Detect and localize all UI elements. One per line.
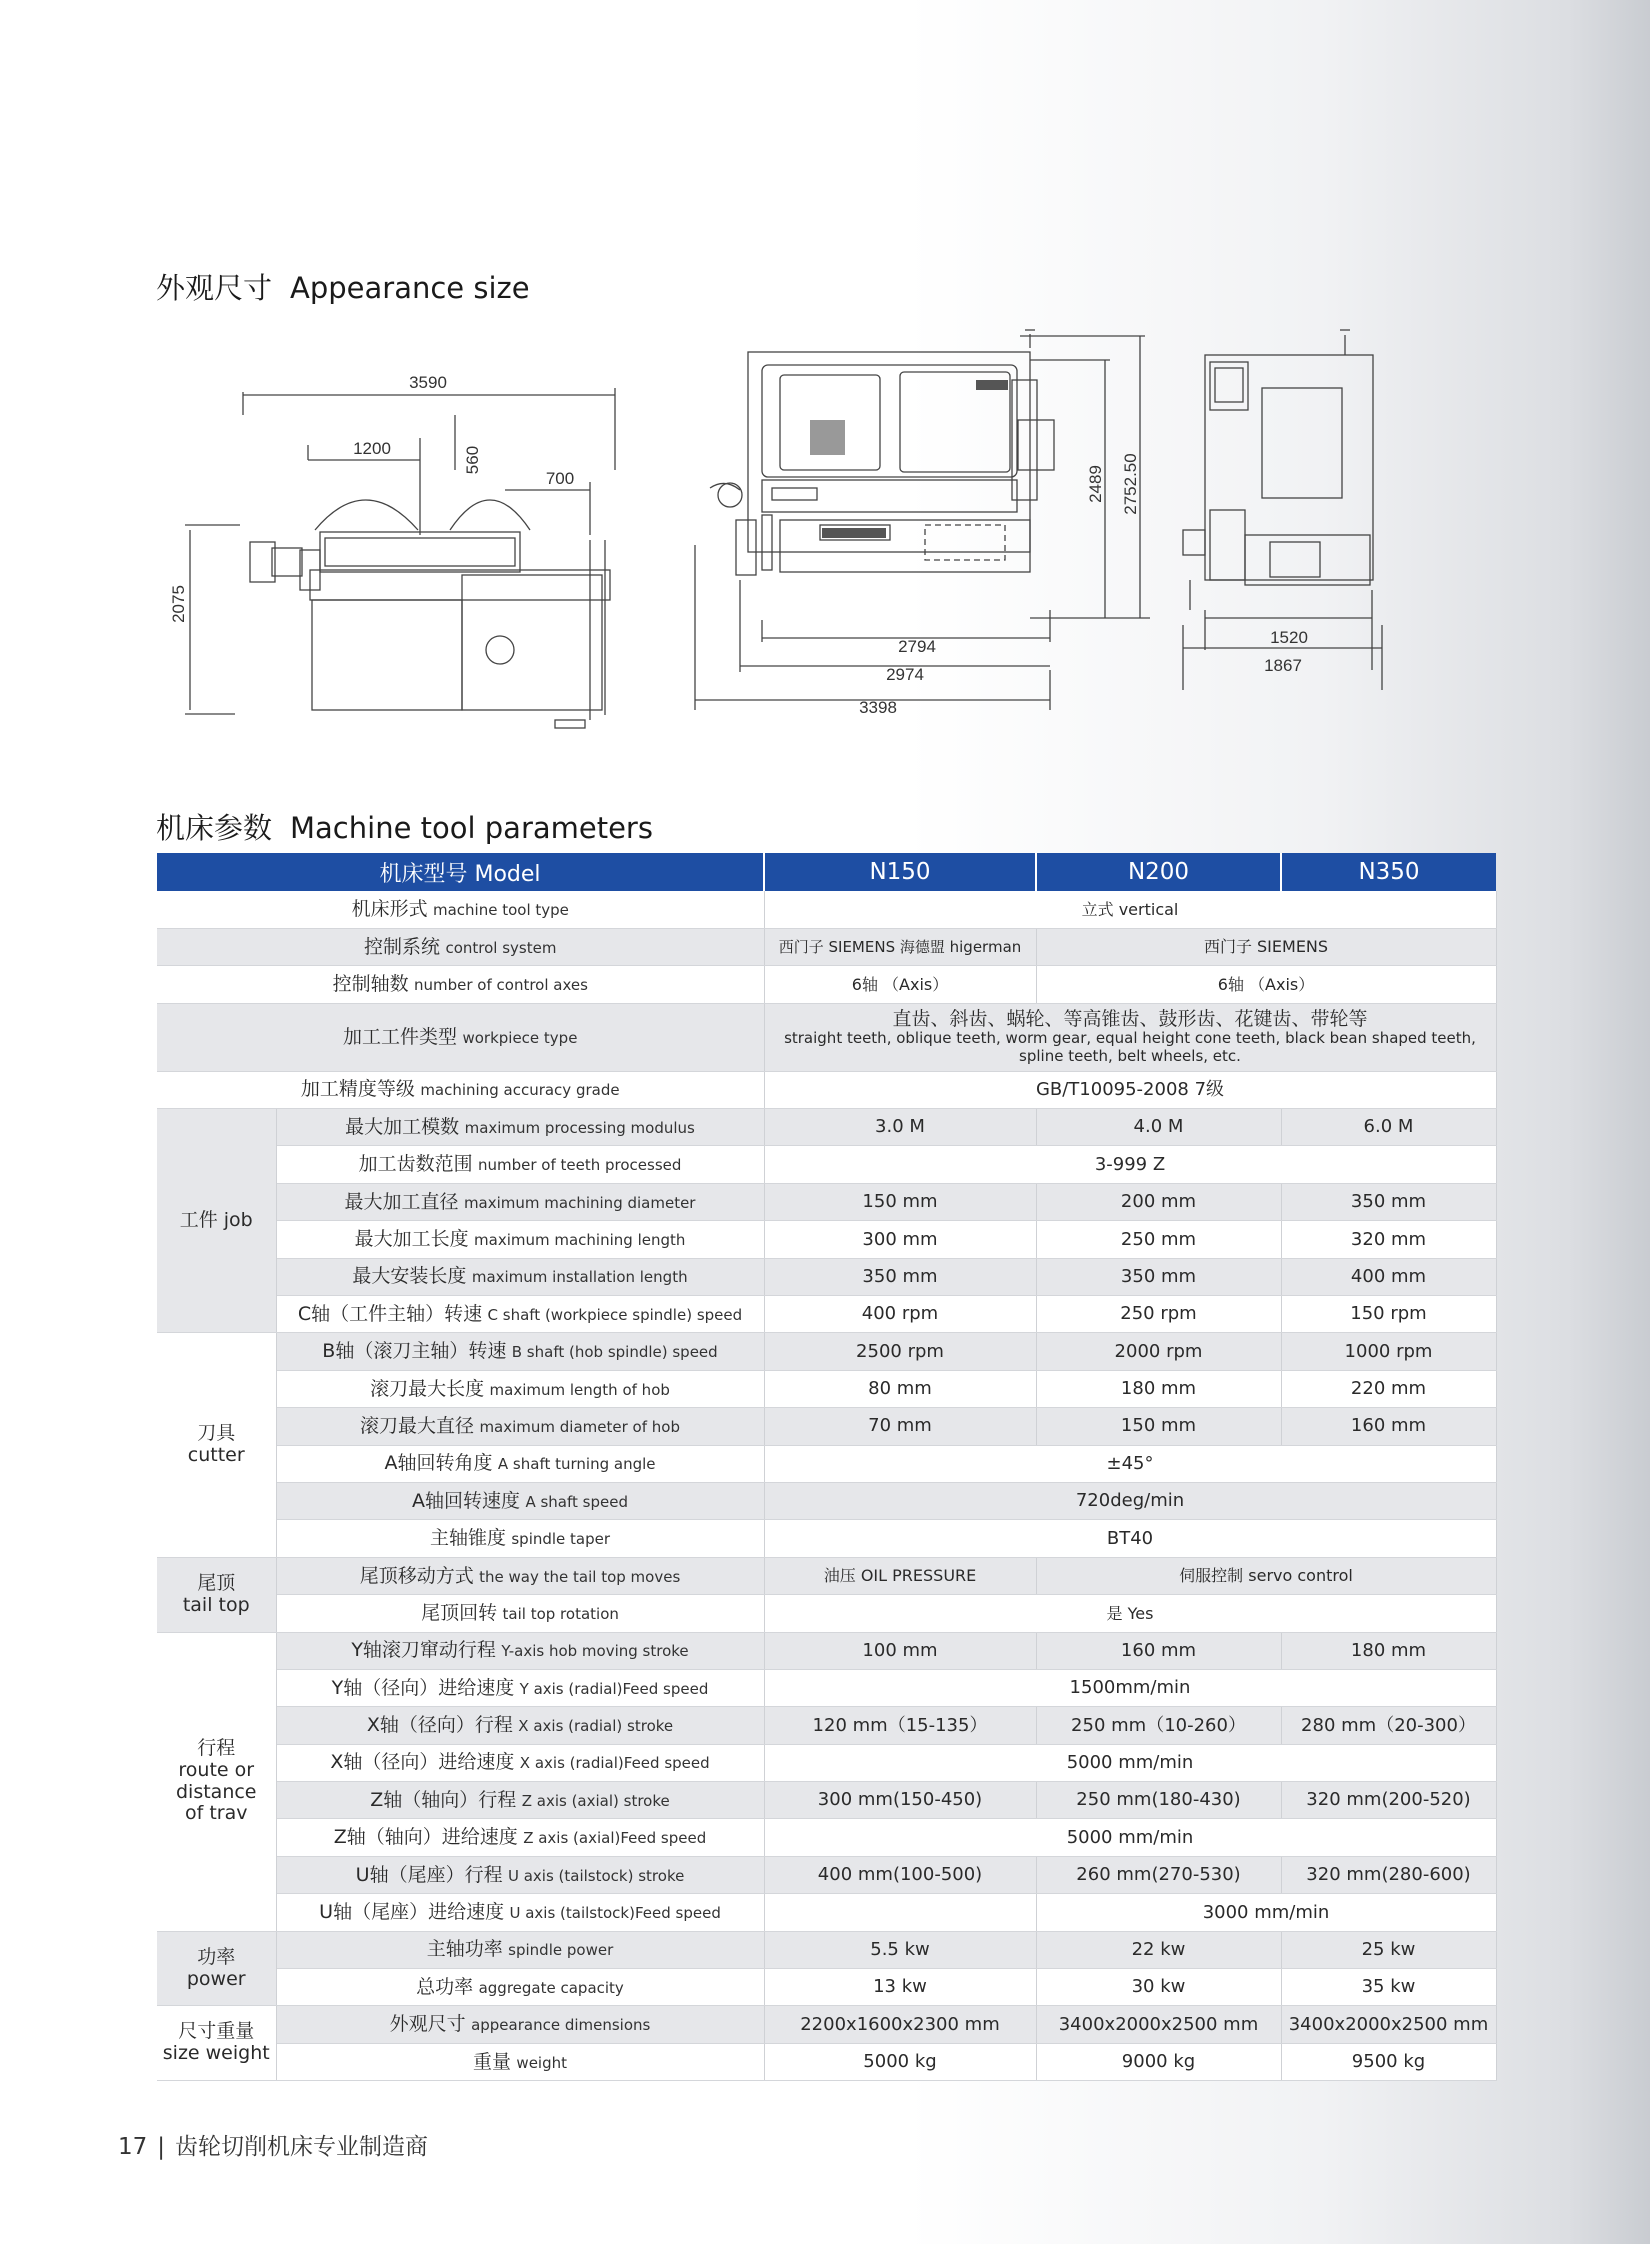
row-value: 35 kw bbox=[1281, 1969, 1496, 2006]
dim-mid-2794: 2794 bbox=[898, 637, 936, 656]
row-value: 120 mm（15-135） bbox=[764, 1707, 1036, 1744]
table-row bbox=[157, 1370, 1496, 1407]
footer-tagline: 齿轮切削机床专业制造商 bbox=[175, 2134, 429, 2160]
row-label: 尾顶移动方式 the way the tail top moves bbox=[276, 1557, 764, 1594]
row-value: 3000 mm/min bbox=[1036, 1894, 1496, 1931]
table-row bbox=[157, 1520, 1496, 1557]
group-job: 工件 job bbox=[157, 1109, 276, 1333]
row-label: 加工精度等级 machining accuracy grade bbox=[157, 1071, 764, 1108]
section-title-en: Machine tool parameters bbox=[290, 811, 653, 845]
row-label: 机床形式 machine tool type bbox=[157, 891, 764, 928]
row-label: Z轴（轴向）进给速度 Z axis (axial)Feed speed bbox=[276, 1819, 764, 1856]
table-row bbox=[157, 891, 1496, 928]
row-label: A轴回转速度 A shaft speed bbox=[276, 1482, 764, 1519]
section-title-cn: 外观尺寸 bbox=[156, 271, 273, 305]
table-row bbox=[157, 1856, 1496, 1893]
row-value: 150 mm bbox=[1036, 1408, 1281, 1445]
parameters-table bbox=[157, 853, 1497, 2081]
row-value: 220 mm bbox=[1281, 1370, 1496, 1407]
row-label: U轴（尾座）行程 U axis (tailstock) stroke bbox=[276, 1856, 764, 1893]
machine-parameters-title bbox=[156, 806, 653, 847]
dim-left-height: 2075 bbox=[169, 585, 188, 623]
table-header-row bbox=[157, 853, 1496, 891]
row-value: 伺服控制 servo control bbox=[1036, 1557, 1496, 1594]
header-n150: N150 bbox=[764, 853, 1036, 891]
row-label: X轴（径向）进给速度 X axis (radial)Feed speed bbox=[276, 1744, 764, 1781]
row-label: X轴（径向）行程 X axis (radial) stroke bbox=[276, 1707, 764, 1744]
dim-mid-3398: 3398 bbox=[859, 698, 897, 717]
row-label: 控制轴数 number of control axes bbox=[157, 966, 764, 1003]
group-route: 行程 route or distance of trav bbox=[157, 1632, 276, 1931]
row-value: 320 mm bbox=[1281, 1221, 1496, 1258]
row-value: 400 mm(100-500) bbox=[764, 1856, 1036, 1893]
row-value: 3400x2000x2500 mm bbox=[1036, 2006, 1281, 2043]
dim-left-1200: 1200 bbox=[353, 439, 391, 458]
row-value: 6.0 M bbox=[1281, 1109, 1496, 1146]
group-power: 功率 power bbox=[157, 1931, 276, 2006]
row-label: U轴（尾座）进给速度 U axis (tailstock)Feed speed bbox=[276, 1894, 764, 1931]
section-title-en: Appearance size bbox=[290, 271, 530, 305]
dim-mid-2752: 2752.50 bbox=[1121, 453, 1140, 515]
row-value: 320 mm(280-600) bbox=[1281, 1856, 1496, 1893]
row-value: 350 mm bbox=[1281, 1183, 1496, 1220]
row-value: 5000 kg bbox=[764, 2043, 1036, 2080]
appearance-size-title bbox=[156, 266, 530, 307]
dim-right-1867: 1867 bbox=[1264, 656, 1302, 675]
row-label: 主轴功率 spindle power bbox=[276, 1931, 764, 1968]
table-row bbox=[157, 1632, 1496, 1669]
table-row bbox=[157, 2006, 1496, 2043]
row-value: 5000 mm/min bbox=[764, 1744, 1496, 1781]
row-value: 260 mm(270-530) bbox=[1036, 1856, 1281, 1893]
dim-mid-2974: 2974 bbox=[886, 665, 924, 684]
row-value: 22 kw bbox=[1036, 1931, 1281, 1968]
row-value: 400 mm bbox=[1281, 1258, 1496, 1295]
table-row bbox=[157, 928, 1496, 965]
row-value: 立式 vertical bbox=[764, 891, 1496, 928]
row-value: 1000 rpm bbox=[1281, 1333, 1496, 1370]
workpiece-types-en: straight teeth, oblique teeth, worm gear, equal height cone teeth, black bean shaped teeth, spline teeth, belt wheels, etc. bbox=[784, 1029, 1476, 1065]
row-value: GB/T10095-2008 7级 bbox=[764, 1071, 1496, 1108]
row-value: 160 mm bbox=[1036, 1632, 1281, 1669]
row-value: 3-999 Z bbox=[764, 1146, 1496, 1183]
dim-right-1520: 1520 bbox=[1270, 628, 1308, 647]
table-row bbox=[157, 2043, 1496, 2080]
row-label: 滚刀最大长度 maximum length of hob bbox=[276, 1370, 764, 1407]
row-label: 加工齿数范围 number of teeth processed bbox=[276, 1146, 764, 1183]
dimension-drawing-svg bbox=[150, 320, 1500, 740]
row-value: 9500 kg bbox=[1281, 2043, 1496, 2080]
table-row bbox=[157, 1221, 1496, 1258]
row-value: 200 mm bbox=[1036, 1183, 1281, 1220]
table-row bbox=[157, 1819, 1496, 1856]
table-row bbox=[157, 1969, 1496, 2006]
row-value: 9000 kg bbox=[1036, 2043, 1281, 2080]
row-value: 13 kw bbox=[764, 1969, 1036, 2006]
table-row bbox=[157, 1258, 1496, 1295]
row-value: 70 mm bbox=[764, 1408, 1036, 1445]
row-value: 180 mm bbox=[1036, 1370, 1281, 1407]
header-n200: N200 bbox=[1036, 853, 1281, 891]
row-value: 6轴 （Axis） bbox=[764, 966, 1036, 1003]
table-row bbox=[157, 966, 1496, 1003]
row-label: B轴（滚刀主轴）转速 B shaft (hob spindle) speed bbox=[276, 1333, 764, 1370]
row-value: 350 mm bbox=[1036, 1258, 1281, 1295]
row-label: Z轴（轴向）行程 Z axis (axial) stroke bbox=[276, 1782, 764, 1819]
table-row bbox=[157, 1003, 1496, 1071]
row-value: 300 mm(150-450) bbox=[764, 1782, 1036, 1819]
row-value: 6轴 （Axis） bbox=[1036, 966, 1496, 1003]
section-title-cn: 机床参数 bbox=[156, 811, 273, 845]
header-model: 机床型号 Model bbox=[157, 853, 764, 891]
row-value: 3400x2000x2500 mm bbox=[1281, 2006, 1496, 2043]
row-label: 控制系统 control system bbox=[157, 928, 764, 965]
row-label: 滚刀最大直径 maximum diameter of hob bbox=[276, 1408, 764, 1445]
table-row bbox=[157, 1445, 1496, 1482]
table-row bbox=[157, 1071, 1496, 1108]
table-row bbox=[157, 1744, 1496, 1781]
dim-left-width: 3590 bbox=[409, 373, 447, 392]
row-label: 最大加工长度 maximum machining length bbox=[276, 1221, 764, 1258]
top-view-drawing bbox=[185, 388, 615, 728]
row-value: 25 kw bbox=[1281, 1931, 1496, 1968]
row-label: 总功率 aggregate capacity bbox=[276, 1969, 764, 2006]
table-row bbox=[157, 1146, 1496, 1183]
dim-mid-2489: 2489 bbox=[1086, 465, 1105, 503]
row-value: 350 mm bbox=[764, 1258, 1036, 1295]
table-row bbox=[157, 1931, 1496, 1968]
machine-nameplate-drawing bbox=[810, 380, 1008, 538]
row-value: 是 Yes bbox=[764, 1595, 1496, 1632]
row-value: 西门子 SIEMENS 海德盟 higerman bbox=[764, 928, 1036, 965]
table-row bbox=[157, 1782, 1496, 1819]
row-value: 80 mm bbox=[764, 1370, 1036, 1407]
row-value: 720deg/min bbox=[764, 1482, 1496, 1519]
row-label: Y轴（径向）进给速度 Y axis (radial)Feed speed bbox=[276, 1669, 764, 1706]
table-row bbox=[157, 1333, 1496, 1370]
row-value: 4.0 M bbox=[1036, 1109, 1281, 1146]
row-value: 150 mm bbox=[764, 1183, 1036, 1220]
row-value: 西门子 SIEMENS bbox=[1036, 928, 1496, 965]
row-label: 外观尺寸 appearance dimensions bbox=[276, 2006, 764, 2043]
footer-separator: | bbox=[157, 2134, 166, 2160]
row-value: BT40 bbox=[764, 1520, 1496, 1557]
row-label: 最大加工模数 maximum processing modulus bbox=[276, 1109, 764, 1146]
row-value: 2500 rpm bbox=[764, 1333, 1036, 1370]
row-value: 180 mm bbox=[1281, 1632, 1496, 1669]
row-label: 尾顶回转 tail top rotation bbox=[276, 1595, 764, 1632]
group-tail-top: 尾顶 tail top bbox=[157, 1557, 276, 1632]
table-row bbox=[157, 1557, 1496, 1594]
row-value: 2200x1600x2300 mm bbox=[764, 2006, 1036, 2043]
row-value: 1500mm/min bbox=[764, 1669, 1496, 1706]
row-value: 油压 OIL PRESSURE bbox=[764, 1557, 1036, 1594]
row-value: 150 rpm bbox=[1281, 1296, 1496, 1333]
row-label: Y轴滚刀窜动行程 Y-axis hob moving stroke bbox=[276, 1632, 764, 1669]
row-value: 5.5 kw bbox=[764, 1931, 1036, 1968]
row-label: 重量 weight bbox=[276, 2043, 764, 2080]
machine-dimension-drawings bbox=[150, 320, 1500, 740]
row-value: 160 mm bbox=[1281, 1408, 1496, 1445]
dim-left-700: 700 bbox=[545, 469, 575, 488]
group-cutter: 刀具 cutter bbox=[157, 1333, 276, 1557]
dim-left-560: 560 bbox=[463, 445, 482, 475]
row-value: 280 mm（20-300） bbox=[1281, 1707, 1496, 1744]
row-label: 主轴锥度 spindle taper bbox=[276, 1520, 764, 1557]
table-row bbox=[157, 1408, 1496, 1445]
table-row bbox=[157, 1707, 1496, 1744]
row-label: A轴回转角度 A shaft turning angle bbox=[276, 1445, 764, 1482]
row-value: ±45° bbox=[764, 1445, 1496, 1482]
row-label: C轴（工件主轴）转速 C shaft (workpiece spindle) speed bbox=[276, 1296, 764, 1333]
table-row bbox=[157, 1296, 1496, 1333]
table-row bbox=[157, 1669, 1496, 1706]
row-label: 加工工件类型 workpiece type bbox=[157, 1003, 764, 1071]
row-value: 250 mm bbox=[1036, 1221, 1281, 1258]
row-label: 最大加工直径 maximum machining diameter bbox=[276, 1183, 764, 1220]
row-value: 300 mm bbox=[764, 1221, 1036, 1258]
table-row bbox=[157, 1894, 1496, 1931]
row-label: 最大安装长度 maximum installation length bbox=[276, 1258, 764, 1295]
row-value-empty bbox=[764, 1894, 1036, 1931]
page-number: 17 bbox=[118, 2134, 148, 2160]
header-n350: N350 bbox=[1281, 853, 1496, 891]
page-footer bbox=[118, 2128, 428, 2161]
row-value: 250 rpm bbox=[1036, 1296, 1281, 1333]
table-row bbox=[157, 1482, 1496, 1519]
group-size-weight: 尺寸重量 size weight bbox=[157, 2006, 276, 2081]
row-value: 320 mm(200-520) bbox=[1281, 1782, 1496, 1819]
row-value: 5000 mm/min bbox=[764, 1819, 1496, 1856]
table-row bbox=[157, 1183, 1496, 1220]
workpiece-types-cn: 直齿、斜齿、蜗轮、等高锥齿、鼓形齿、花键齿、带轮等 bbox=[892, 1008, 1368, 1031]
row-value bbox=[764, 1003, 1496, 1071]
row-value: 250 mm(180-430) bbox=[1036, 1782, 1281, 1819]
table-row bbox=[157, 1109, 1496, 1146]
row-value: 400 rpm bbox=[764, 1296, 1036, 1333]
row-value: 3.0 M bbox=[764, 1109, 1036, 1146]
table-row bbox=[157, 1595, 1496, 1632]
row-value: 2000 rpm bbox=[1036, 1333, 1281, 1370]
row-value: 100 mm bbox=[764, 1632, 1036, 1669]
row-value: 250 mm（10-260） bbox=[1036, 1707, 1281, 1744]
row-value: 30 kw bbox=[1036, 1969, 1281, 2006]
